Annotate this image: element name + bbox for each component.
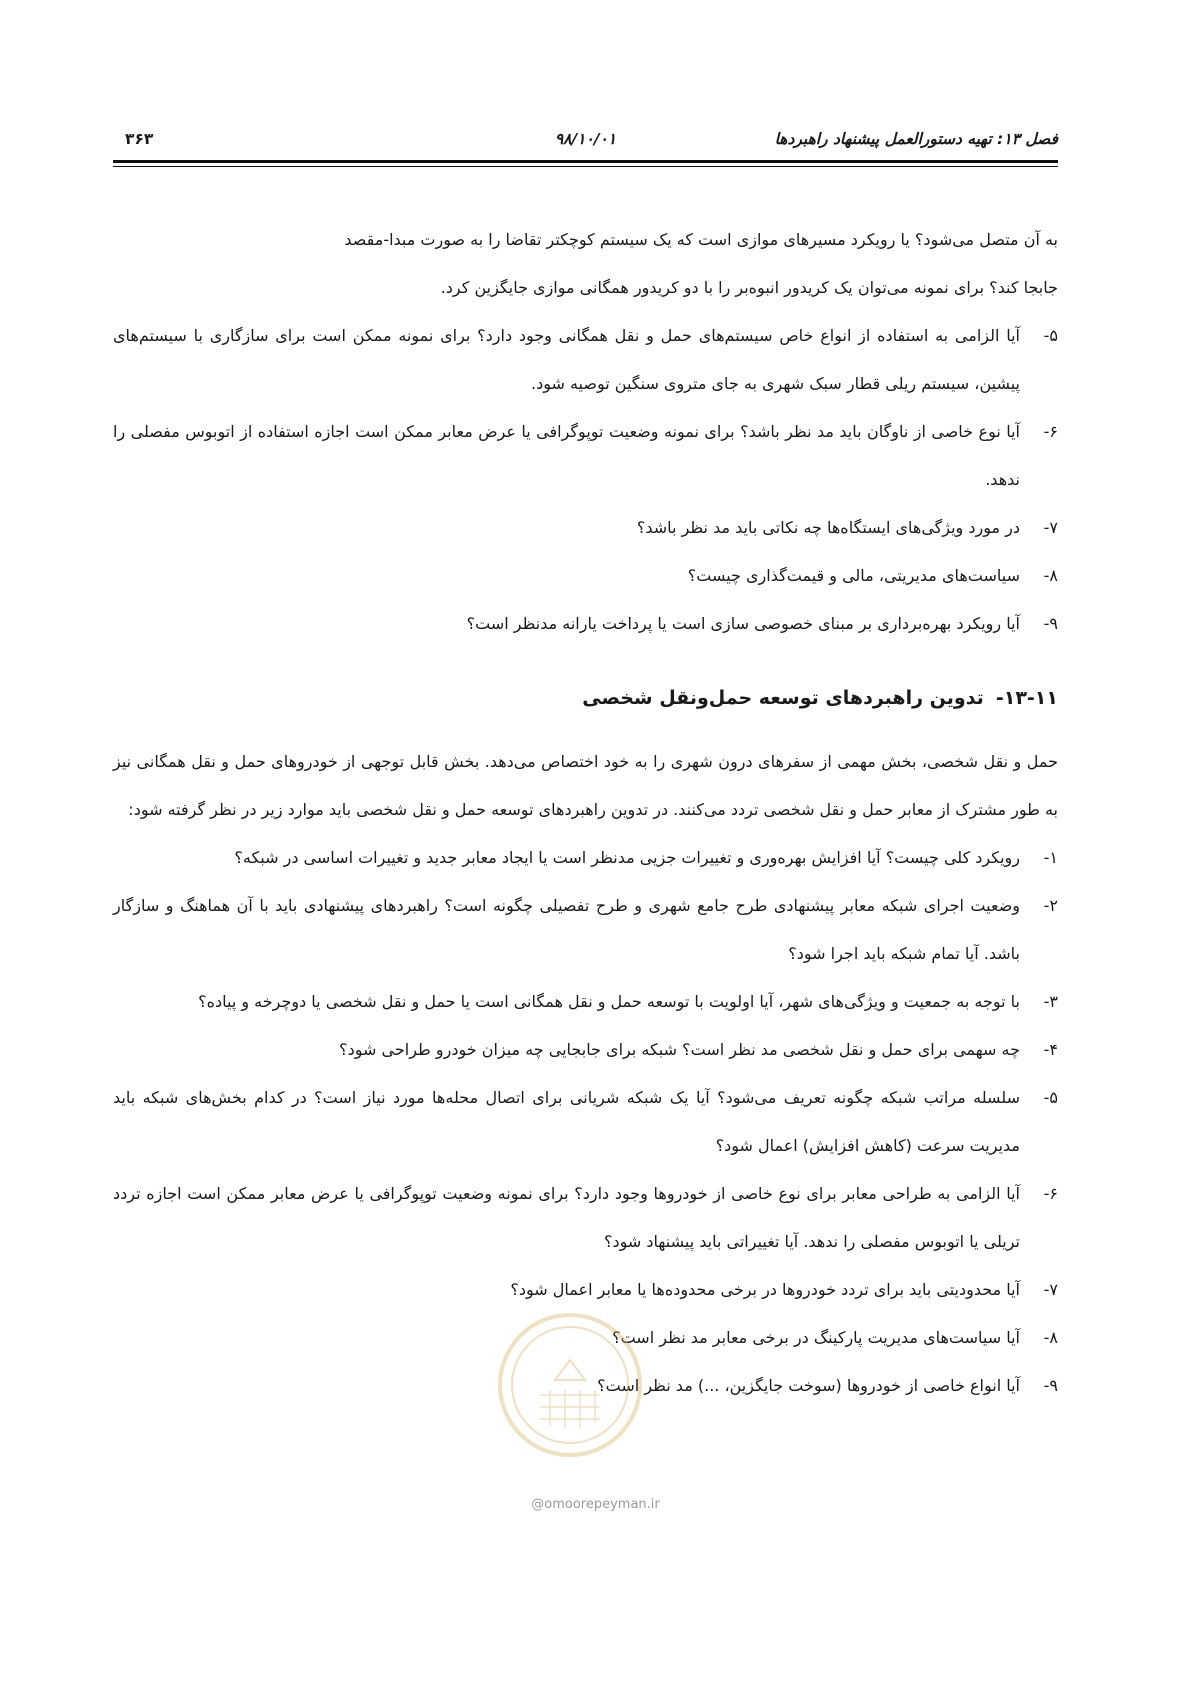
list-item-text: آیا انواع خاصی از خودروها (سوخت جایگزین، ...) مد نظر است؟	[597, 1376, 1020, 1395]
list-item-number: ۹-	[1043, 614, 1058, 633]
chapter-title: فصل ۱۳: تهیه دستورالعمل پیشنهاد راهبردها	[774, 130, 1058, 148]
list-item-text: با توجه به جمعیت و ویژگی‌های شهر، آیا اولویت با توسعه حمل و نقل همگانی است یا حمل و نقل شخصی یا دوچرخه و پیاده؟	[198, 992, 1020, 1011]
list-item-text: چه سهمی برای حمل و نقل شخصی مد نظر است؟ شبکه برای جابجایی چه میزان خودرو طراحی شود؟	[339, 1040, 1020, 1059]
list-item-text: سلسله مراتب شبکه چگونه تعریف می‌شود؟ آیا یک شبکه شریانی برای اتصال محله‌ها مورد نیاز است؟ در کدام بخش‌های شبکه باید مدیریت سرعت (کاهش افزایش) اعمال شود؟	[113, 1088, 1020, 1155]
intro-line-1: به آن متصل می‌شود؟ یا رویکرد مسیرهای موازی است که یک سیستم کوچکتر تقاضا را به صورت مبدا-مقصد	[344, 230, 1058, 249]
list-item-text: آیا الزامی به طراحی معابر برای نوع خاصی از خودروها وجود دارد؟ برای نمونه وضعیت توپوگرافی یا عرض معابر ممکن است اجازه تردد تریلی یا اتوبوس مفصلی را ندهد. آیا تغییراتی باید پیشنهاد شود؟	[113, 1184, 1020, 1251]
list-item-number: ۲-	[1043, 896, 1058, 915]
section-paragraph: حمل و نقل شخصی، بخش مهمی از سفرهای درون شهری را به خود اختصاص می‌دهد. بخش قابل توجهی از خودروهای حمل و نقل همگانی نیز به طور مشترک از معابر حمل و نقل شخصی تردد می‌کنند. در تدوین راهبردهای توسعه حمل و نقل شخصی باید موارد زیر در نظر گرفته شود:	[113, 752, 1058, 819]
section-heading	[113, 678, 1058, 718]
page-body	[113, 216, 1058, 1410]
list-item-text: آیا رویکرد بهره‌برداری بر مبنای خصوصی سازی است یا پرداخت یارانه مدنظر است؟	[466, 614, 1020, 633]
page-number: ۳۶۳	[125, 130, 154, 148]
list-item-number: ۱-	[1043, 848, 1058, 867]
list-item-number: ۸-	[1043, 566, 1058, 585]
list-item-number: ۴-	[1043, 1040, 1058, 1059]
list-item-text: وضعیت اجرای شبکه معابر پیشنهادی طرح جامع شهری و طرح تفصیلی چگونه است؟ راهبردهای پیشنهادی باید با آن هماهنگ و سازگار باشد. آیا تمام شبکه باید اجرا شود؟	[113, 896, 1020, 963]
list-item	[113, 1266, 1058, 1314]
list-item	[113, 1314, 1058, 1362]
section-heading-number: ۱۳-۱۱-	[995, 687, 1058, 709]
list-item-text: آیا الزامی به استفاده از انواع خاص سیستم‌های حمل و نقل همگانی وجود دارد؟ برای نمونه ممکن است برای سازگاری با سیستم‌های پیشین، سیستم ریلی قطار سبک شهری به جای متروی سنگین توصیه شود.	[113, 326, 1020, 393]
header-rule-thick	[113, 160, 1058, 163]
list-item-number: ۷-	[1043, 1280, 1058, 1299]
list-item	[113, 552, 1058, 600]
list-item	[113, 882, 1058, 978]
list-item-text: آیا محدودیتی باید برای تردد خودروها در برخی محدوده‌ها یا معابر اعمال شود؟	[510, 1280, 1020, 1299]
list-item-text: در مورد ویژگی‌های ایستگاه‌ها چه نکاتی باید مد نظر باشد؟	[636, 518, 1020, 537]
list-item-number: ۸-	[1043, 1328, 1058, 1347]
watermark-site-text: @omoorepeyman.ir	[531, 1497, 660, 1512]
list-item	[113, 1170, 1058, 1266]
list-item-number: ۳-	[1043, 992, 1058, 1011]
list-item	[113, 978, 1058, 1026]
list-item	[113, 312, 1058, 408]
list-item-text: آیا نوع خاصی از ناوگان باید مد نظر باشد؟ برای نمونه وضعیت توپوگرافی یا عرض معابر ممکن است اجازه استفاده از اتوبوس مفصلی را ندهد.	[113, 422, 1020, 489]
list-item	[113, 600, 1058, 648]
list-item	[113, 1074, 1058, 1170]
list-item-number: ۷-	[1043, 518, 1058, 537]
list-item-number: ۶-	[1043, 1184, 1058, 1203]
list-item	[113, 504, 1058, 552]
list-item-number: ۹-	[1043, 1376, 1058, 1395]
intro-line-2: جابجا کند؟ برای نمونه می‌توان یک کریدور انبوه‌بر را با دو کریدور همگانی موازی جایگزین کرد.	[440, 278, 1058, 297]
section-heading-title: تدوین راهبردهای توسعه حمل‌ونقل شخصی	[582, 687, 984, 709]
list-item-text: آیا سیاست‌های مدیریت پارکینگ در برخی معابر مد نظر است؟	[612, 1328, 1020, 1347]
list-item	[113, 408, 1058, 504]
page-header	[113, 130, 1058, 160]
list-item-number: ۶-	[1043, 422, 1058, 441]
list-item-number: ۵-	[1043, 1088, 1058, 1107]
list-item-text: رویکرد کلی چیست؟ آیا افزایش بهره‌وری و تغییرات جزیی مدنظر است یا ایجاد معابر جدید و تغییرات اساسی در شبکه؟	[234, 848, 1020, 867]
header-date: ۹۸/۱۰/۰۱	[554, 130, 617, 148]
list-item	[113, 1026, 1058, 1074]
header-rule-thin	[113, 166, 1058, 167]
list-item-text: سیاست‌های مدیریتی، مالی و قیمت‌گذاری چیست؟	[687, 566, 1020, 585]
list-item	[113, 1362, 1058, 1410]
list-item	[113, 834, 1058, 882]
list-item-number: ۵-	[1043, 326, 1058, 345]
